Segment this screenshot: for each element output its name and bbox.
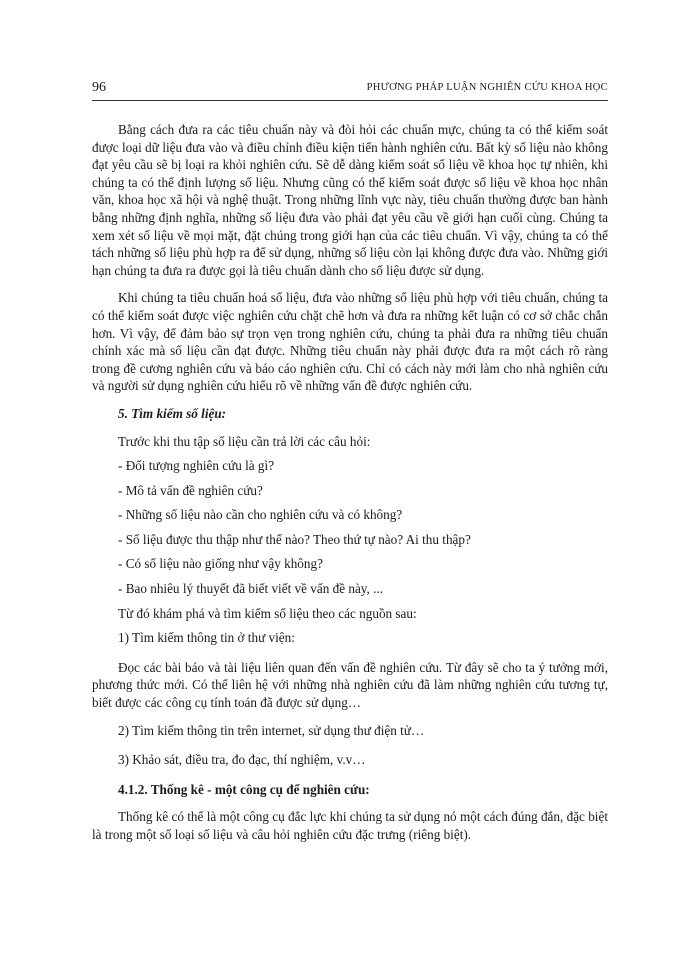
paragraph: Khi chúng ta tiêu chuẩn hoá số liệu, đưa vào những số liệu phù hợp với tiêu chuẩn, chúng ta có thể kiểm soát được việc nghiên cứu chặt chẽ hơn và đưa ra những kết luận có cơ sở chắc chắn hơn. Vì vậy, để đảm bảo sự trọn vẹn trong nghiên cứu, chúng ta phải đưa ra những tiêu chuẩn chính xác mà số liệu cần đạt được. Những tiêu chuẩn này phải được đưa ra một cách rõ ràng trong đề cương nghiên cứu và báo cáo nghiên cứu. Chỉ có cách này mới làm cho nhà nghiên cứu và người sử dụng nghiên cứu hiểu rõ về những vấn đề được nghiên cứu.: [92, 290, 608, 394]
paragraph: Bằng cách đưa ra các tiêu chuẩn này và đòi hỏi các chuẩn mực, chúng ta có thể kiểm soát được loại dữ liệu đưa vào và điều chỉnh điều kiện tiến hành nghiên cứu. Bất kỳ số liệu nào không đạt yêu cầu sẽ bị loại ra khỏi nghiên cứu. Sẽ dễ dàng kiểm soát số liệu về khoa học tự nhiên, khi chúng ta có thể định lượng số liệu. Nhưng cũng có thể kiểm soát được số liệu về khoa học nhân văn, khoa học xã hội và nghệ thuật. Trong những lĩnh vực này, tiêu chuẩn thường được ban hành bằng những định nghĩa, những số liệu đưa vào phải đạt yêu cầu về giới hạn cuối cùng. Chúng ta xem xét số liệu về mọi mặt, đặt chúng trong giới hạn của các tiêu chuẩn. Vì vậy, chúng ta có thể tách những số liệu phù hợp ra để sử dụng, những số liệu còn lại không được đưa vào. Những giới hạn chúng ta đưa ra được gọi là tiêu chuẩn dành cho số liệu được sử dụng.: [92, 122, 608, 278]
question-item: - Bao nhiêu lý thuyết đã biết viết về vấn đề này, ...: [118, 581, 384, 597]
page-body: [92, 121, 608, 854]
source-item: 2) Tìm kiếm thông tin trên internet, sử dụng thư điện tử…: [118, 722, 425, 738]
sources-intro: Từ đó khám phá và tìm kiếm số liệu theo các nguồn sau:: [118, 605, 417, 621]
section-heading: 4.1.2. Thống kê - một công cụ để nghiên cứu:: [118, 781, 370, 797]
question-item: - Có số liệu nào giống như vậy không?: [118, 556, 323, 572]
question-item: - Số liệu được thu thập như thế nào? Theo thứ tự nào? Ai thu thập?: [118, 531, 471, 547]
running-title: PHƯƠNG PHÁP LUẬN NGHIÊN CỨU KHOA HỌC: [366, 82, 608, 93]
paragraph: Đọc các bài báo và tài liệu liên quan đến vấn đề nghiên cứu. Từ đây sẽ cho ta ý tưởng mới, phương thức mới. Có thể liên hệ với những nhà nghiên cứu đã làm những nghiên cứu tương tự, biết được các công cụ tính toán đã được sử dụng…: [92, 659, 608, 711]
source-item: 3) Khảo sát, điều tra, đo đạc, thí nghiệm, v.v…: [118, 752, 366, 768]
question-item: - Đối tượng nghiên cứu là gì?: [118, 458, 275, 474]
section-heading: 5. Tìm kiếm số liệu:: [118, 405, 227, 421]
page-number: 96: [92, 80, 106, 95]
source-item: 1) Tìm kiếm thông tin ở thư viện:: [118, 630, 295, 646]
question-item: - Những số liệu nào cần cho nghiên cứu và có không?: [118, 507, 403, 523]
question-item: - Mô tả vấn đề nghiên cứu?: [118, 482, 263, 498]
running-header: [92, 78, 608, 101]
paragraph: Thống kê có thể là một công cụ đắc lực khi chúng ta sử dụng nó một cách đúng đắn, đặc biệt là trong một số loại số liệu và câu hỏi nghiên cứu đặc trưng (riêng biệt).: [92, 809, 608, 842]
question-intro: Trước khi thu tập số liệu cần trả lời các câu hỏi:: [118, 433, 371, 449]
